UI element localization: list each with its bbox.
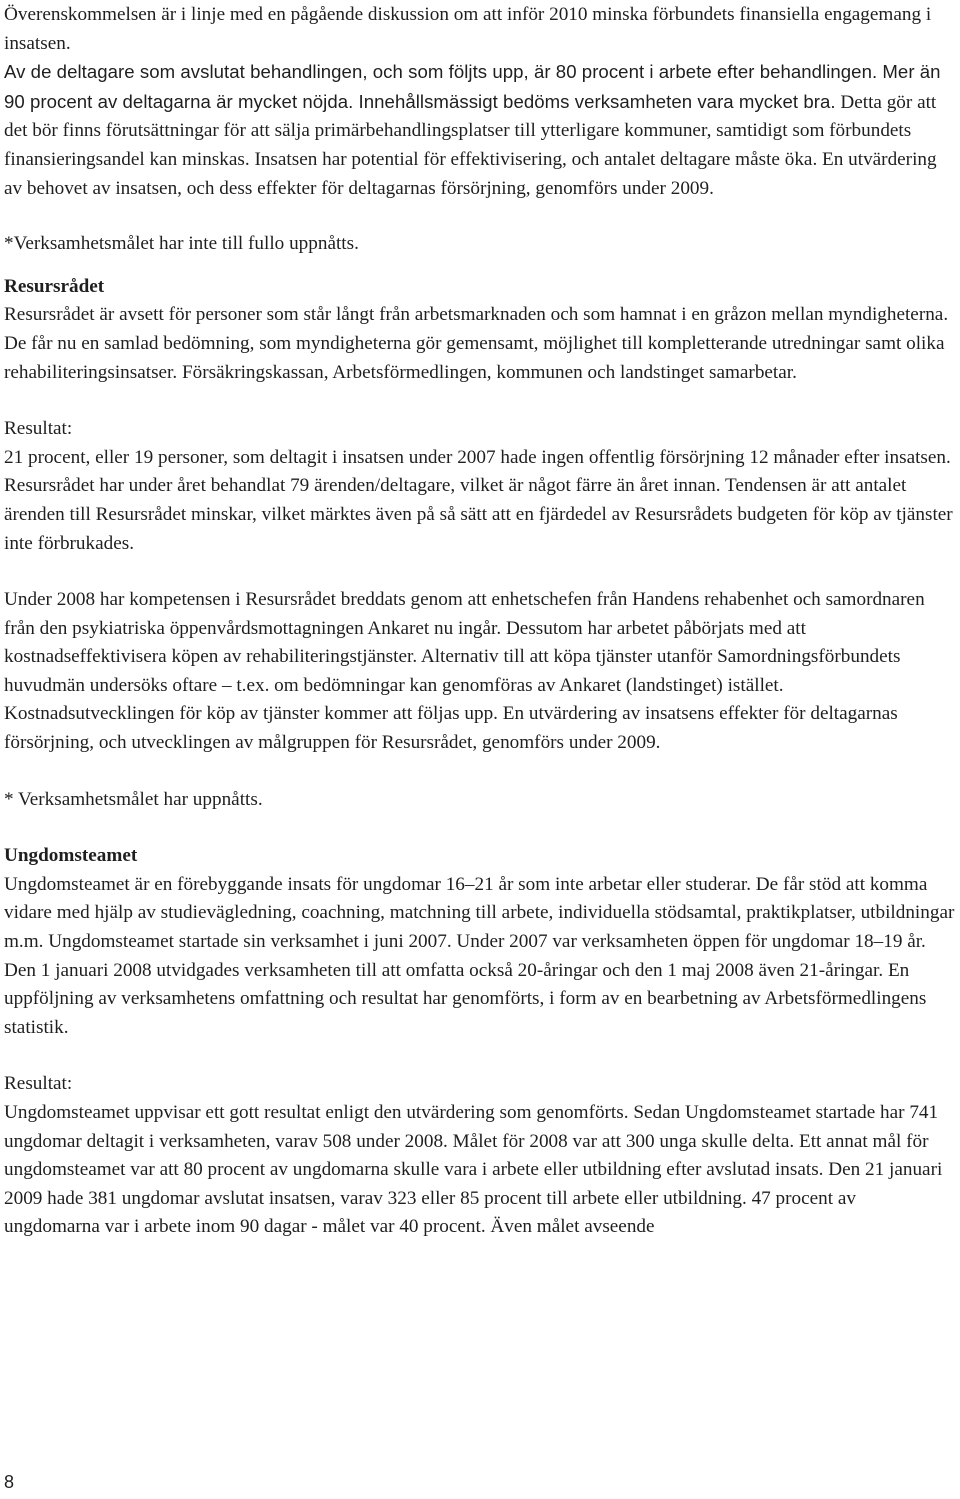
intro-paragraph [4, 1, 956, 203]
spacer [4, 1042, 956, 1070]
ungdomsteamet-result-text: Ungdomsteamet uppvisar ett gott resultat enligt den utvärdering som genomförts. Sedan Ungdomsteamet startade har 741 ungdomar deltagit i verksamheten, varav 508 under 2008. Målet för 2008 var att 300 unga skulle delta. Ett annat mål för ungdomsteamet var att 80 procent av ungdomarna skulle vara i arbete eller utbildning efter avslutad insats. Den 21 januari 2009 hade 381 ungdomar avslutat insatsen, varav 323 eller 85 procent till arbete eller utbildning. 47 procent av ungdomarna var i arbete inom 90 dagar - målet var 40 procent. Även målet avseende [4, 1102, 943, 1238]
resursradet-result-label: Resultat: [4, 418, 73, 440]
resursradet-para2: Under 2008 har kompetensen i Resursrådet breddats genom att enhetschefen från Handens rehabenhet och samordnaren från den psykiatriska öppenvårdsmottagningen Ankaret nu ingår. Dessutom har arbetet påbörjats med att kostnadseffektivisera köpen av rehabiliteringstjänster. Alternativ till att köpa tjänster utanför Samordningsförbundets huvudmän undersöks oftare – t.ex. om bedömningar kan genomföras av Ankaret (landstinget) istället. Kostnadsutvecklingen för köp av tjänster kommer att följas upp. En utvärdering av insatsens effekter för deltagarnas försörjning, och utvecklingen av målgruppen för Resursrådet, genomförs under 2009. [4, 589, 925, 754]
intro-note: *Verksamhetsmålet har inte till fullo uppnåtts. [4, 233, 359, 255]
resursradet-intro: Resursrådet är avsett för personer som står långt från arbetsmarknaden och som hamnat i en gråzon mellan myndigheterna. De får nu en samlad bedömning, som myndigheterna gör gemensamt, möjlighet till kompletterande utredningar samt olika rehabiliteringsinsatser. Försäkringskassan, Arbetsförmedlingen, kommunen och landstinget samarbetar. [4, 304, 949, 383]
resursradet-result-text: 21 procent, eller 19 personer, som deltagit i insatsen under 2007 hade ingen offentlig försörjning 12 månader efter insatsen. Resursrådet har under året behandlat 79 ärenden/deltagare, vilket är något färre än året innan. Tendensen är att antalet ärenden till Resursrådet minskar, vilket märktes även på så sätt att en fjärdedel av Resursrådets budgeten för köp av tjänster inte förbrukades. [4, 446, 953, 554]
spacer [4, 558, 956, 586]
spacer [4, 259, 956, 273]
spacer [4, 202, 956, 230]
ungdomsteamet-intro: Ungdomsteamet är en förebyggande insats för ungdomar 16–21 år som inte arbetar eller studerar. De får stöd att komma vidare med hjälp av studievägledning, coachning, matchning till arbete, individuella stödsamtal, praktikplatser, utbildningar m.m. Ungdomsteamet startade sin verksamhet i juni 2007. Under 2007 var verksamheten öppen för ungdomar 18–19 år. Den 1 januari 2008 utvidgades verksamheten till att omfatta också 20-åringar och den 1 maj 2008 även 21-åringar. En uppföljning av verksamhetens omfattning och resultat har genomförts, i form av en bearbetning av Arbetsförmedlingens statistik. [4, 873, 955, 1038]
intro-rest: Detta gör att det bör finns förutsättningar för att sälja primärbehandlingsplatser till ytterligare kommuner, samtidigt som förbundets finansieringsandel kan minskas. Insatsen har potential för effektivisering, och antalet deltagare måste öka. En utvärdering av behovet av insatsen, och dess effekter för deltagarnas försörjning, genomförs under 2009. [4, 91, 937, 199]
resursradet-note: * Verksamhetsmålet har uppnåtts. [4, 788, 263, 810]
heading-ungdomsteamet: Ungdomsteamet [4, 845, 138, 867]
intro-line: Överenskommelsen är i linje med en pågående diskussion om att inför 2010 minska förbundets finansiella engagemang i insatsen. [4, 4, 932, 54]
document-page [4, 0, 956, 1242]
heading-resursradet: Resursrådet [4, 275, 105, 297]
page-number: 8 [4, 1472, 15, 1492]
intro-sans-sentences: Av de deltagare som avslutat behandlingen, och som följts upp, är 80 procent i arbete efter behandlingen. Mer än 90 procent av deltagarna är mycket nöjda. Innehållsmässigt bedöms verksamheten vara mycket bra. [4, 61, 941, 112]
spacer [4, 758, 956, 786]
spacer [4, 387, 956, 415]
ungdomsteamet-result-label: Resultat: [4, 1073, 73, 1095]
spacer [4, 814, 956, 842]
